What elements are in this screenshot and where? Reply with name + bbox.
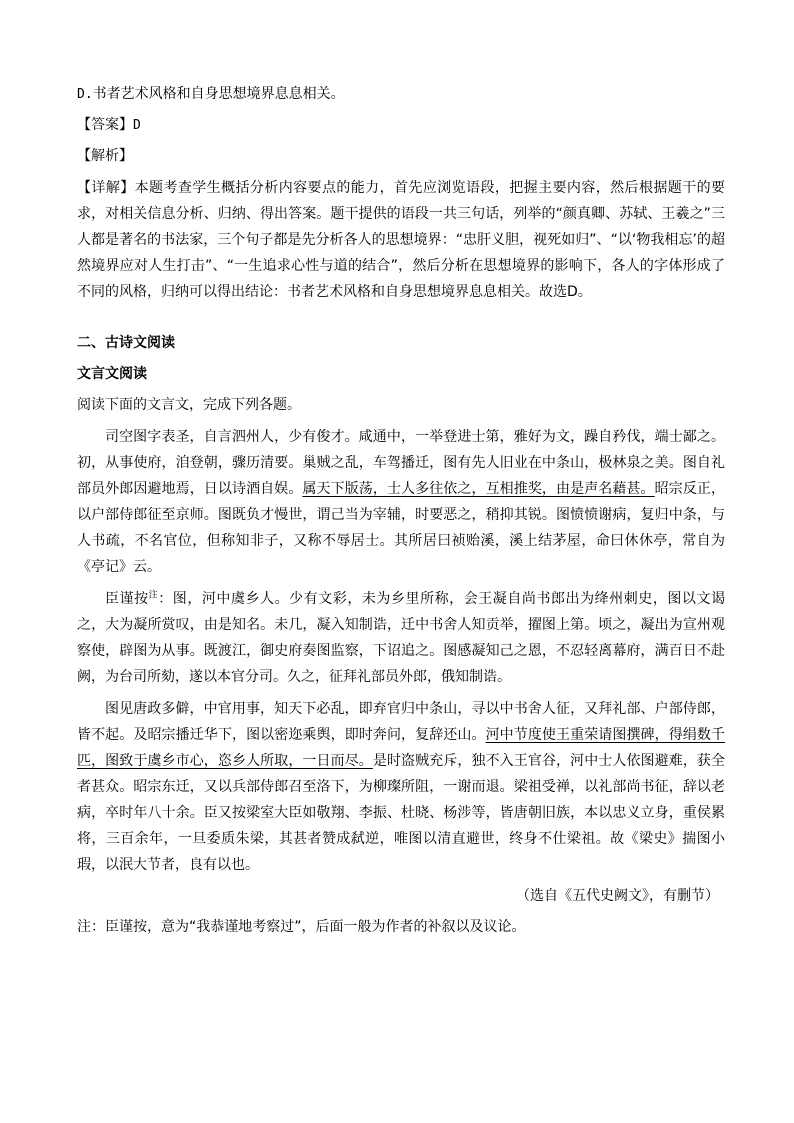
para1-underlined-sentence: 属天下版荡，士人多往依之，互相推奖，由是声名藉甚。 (302, 481, 655, 497)
analysis-label: 【解析】 (77, 148, 133, 164)
answer-value: D (133, 118, 141, 133)
para2-text: ：图，河中虞乡人。少有文彩，未为乡里所称，会王凝自尚书郎出为绛州刺史，图以文谒之，大为凝所赏叹，由是知名。未几，凝入知制诰，迁中书舍人知贡举，擢图上第。顷之，凝出为宣州观察使，辟图为从事。既渡江，御史府奏图监察，下诏追之。图感凝知己之恩，不忍轻离幕府，满百日不赴阙，为台司所劾，遂以本官分司。久之，征拜礼部员外郎，俄知制诰。 (77, 591, 726, 685)
option-d-text: 书者艺术风格和自身思想境界息息相关。 (92, 86, 345, 102)
footnote: 注：臣谨按，意为“我恭谨地考察过”，后面一般为作者的补叙以及议论。 (77, 919, 526, 935)
passage-paragraph-3 (77, 696, 725, 878)
detail-label: 【详解】 (77, 180, 135, 196)
para1-text-b: 昭宗反正，以户部侍郎征至京师。图既负才慢世，谓己当为宰辅，时要恶之，稍抑其锐。图愤愤谢病，复归中条，与人书疏，不名官位，但称知非子，又称不辱居士。其所居曰祯贻溪，溪上结茅屋，命曰休休亭，常自为《亭记》云。 (77, 481, 726, 575)
source-citation: （选自《五代史阙文》，有删节） (516, 888, 719, 904)
option-d (77, 82, 725, 107)
detail-paragraph (77, 175, 725, 305)
instruction: 阅读下面的文言文，完成下列各题。 (77, 397, 301, 413)
para1-text-a: 司空图字表圣，自言泗州人，少有俊才。咸通中，一举登进士第，雅好为文，躁自矜伐，端士鄙之。初，从事使府，洎登朝，骤历清要。巢贼之乱，车驾播迁，图有先人旧业在中条山，极林泉之美。图自礼部员外郎因避地焉，日以诗酒自娱。 (77, 429, 725, 497)
option-d-label: D. (77, 87, 93, 102)
passage-paragraph-1 (77, 424, 725, 580)
para3-text-a: 图见唐政多僻，中官用事，知天下必乱，即弃官归中条山，寻以中书舍人征，又拜礼部、户部侍郎，皆不起。及昭宗播迁华下，图以密迩乘舆，即时奔问，复辞还山。 (77, 701, 725, 743)
answer-line (77, 113, 725, 138)
passage-paragraph-2 (77, 586, 725, 690)
subsection-title: 文言文阅读 (77, 366, 147, 382)
para3-underlined-sentence: 河中节度使王重荣请图撰碑，得绢数千匹，图致于虞乡市心，恣乡人所取，一日而尽。 (77, 727, 725, 769)
document-page (77, 82, 725, 940)
para2-lead: 臣谨按 (105, 591, 149, 607)
para3-text-b: 是时盗贼充斥，独不入王官谷，河中士人依图避难，获全者甚众。昭宗东迁，又以兵部侍郎召至洛下，为柳璨所阻，一谢而退。梁祖受禅，以礼部尚书征，辞以老病，卒时年八十余。臣又按梁室大臣如敬翔、李振、杜晓、杨涉等，皆唐朝旧族，本以忠义立身，重侯累将，三百余年，一旦委质朱梁，其甚者赞成弑逆，唯图以清直避世，终身不仕梁祖。故《梁史》揣图小瑕，以泯大节者，良有以也。 (77, 753, 726, 873)
section-title: 二、古诗文阅读 (77, 335, 175, 351)
note-marker: 注 (148, 590, 159, 601)
answer-label: 【答案】 (77, 117, 133, 133)
detail-text: 本题考查学生概括分析内容要点的能力，首先应浏览语段，把握主要内容，然后根据题干的要求，对相关信息分析、归纳、得出答案。题干提供的语段一共三句话，列举的“颜真卿、苏轼、王羲之”三人都是著名的书法家，三个句子都是先分析各人的思想境界：“忠肝义胆，视死如归”、“以‘物我相忘’的超然境界应对人生打击”、“一生追求心性与道的结合”，然后分析在思想境界的影响下，各人的字体形成了不同的风格，归纳可以得出结论：书者艺术风格和自身思想境界息息相关。故选D。 (77, 180, 726, 300)
